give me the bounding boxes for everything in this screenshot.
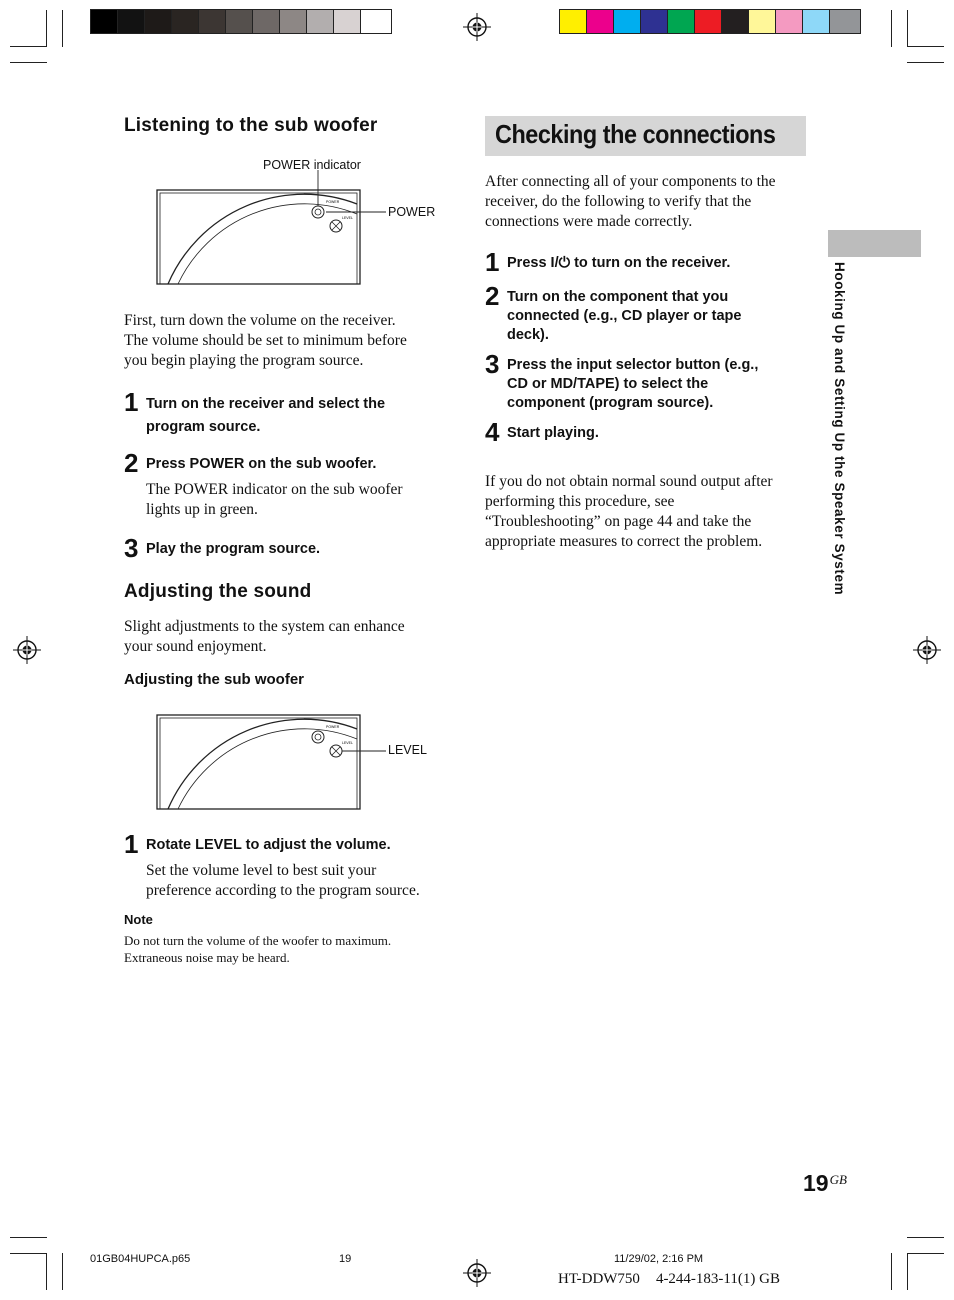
chapter-tab <box>828 230 921 257</box>
step-number: 1 <box>124 387 139 417</box>
step-number: 2 <box>124 448 139 478</box>
color-bar <box>559 9 861 34</box>
step-number: 3 <box>485 349 500 379</box>
section-heading-listening: Listening to the sub woofer <box>124 115 378 136</box>
registration-target-icon <box>912 635 942 665</box>
panel-label-level: LEVEL <box>342 216 353 220</box>
step-number: 3 <box>124 533 139 563</box>
listening-intro: First, turn down the volume on the receiver. The volume should be set to minimum before you begin playing the program source. <box>124 312 407 369</box>
step-number: 2 <box>485 281 500 311</box>
step-number: 1 <box>485 247 500 277</box>
step-number: 1 <box>124 829 139 859</box>
callout-power-indicator: POWER indicator <box>263 158 361 172</box>
note-text: Do not turn the volume of the woofer to maximum. Extraneous noise may be heard. <box>124 933 392 965</box>
panel-label-power: POWER <box>326 725 340 729</box>
callout-power: POWER <box>388 205 436 219</box>
footer-model: HT-DDW750 4-244-183-11(1) GB <box>558 1271 780 1287</box>
footer-page: 19 <box>339 1253 352 1265</box>
subwoofer-drawing <box>150 170 390 285</box>
callout-level: LEVEL <box>388 743 427 757</box>
footer-file: 01GB04HUPCA.p65 <box>90 1253 191 1265</box>
grayscale-bar <box>90 9 392 34</box>
section-heading-adjusting: Adjusting the sound <box>124 581 312 602</box>
panel-label-power: POWER <box>326 200 340 204</box>
page-number: $19^{GB}$ <box>803 1170 847 1196</box>
title-banner <box>485 116 806 156</box>
subwoofer-drawing <box>150 695 390 810</box>
subheading-adjusting-subwoofer: Adjusting the sub woofer <box>124 671 304 688</box>
panel-label-level: LEVEL <box>342 741 353 745</box>
step-number: 4 <box>485 417 500 447</box>
adjusting-intro: Slight adjustments to the system can enhance your sound enjoyment. <box>124 618 405 655</box>
note-heading: Note <box>124 912 153 927</box>
chapter-tab-label: Hooking Up and Setting Up the Speaker System <box>832 262 847 596</box>
registration-target-icon <box>462 12 492 42</box>
registration-target-icon <box>12 635 42 665</box>
checking-intro: After connecting all of your components to the receiver, do the following to verify that the connections were made correctly. <box>485 173 776 230</box>
registration-target-icon <box>462 1258 492 1288</box>
footer-timestamp: 11/29/02, 2:16 PM <box>614 1253 704 1265</box>
page-title: Checking the connections <box>495 119 776 149</box>
checking-outro: If you do not obtain normal sound output after performing this procedure, see “Troubleshooting” on page 44 and take the appropriate measures to correct the problem. <box>485 473 773 550</box>
